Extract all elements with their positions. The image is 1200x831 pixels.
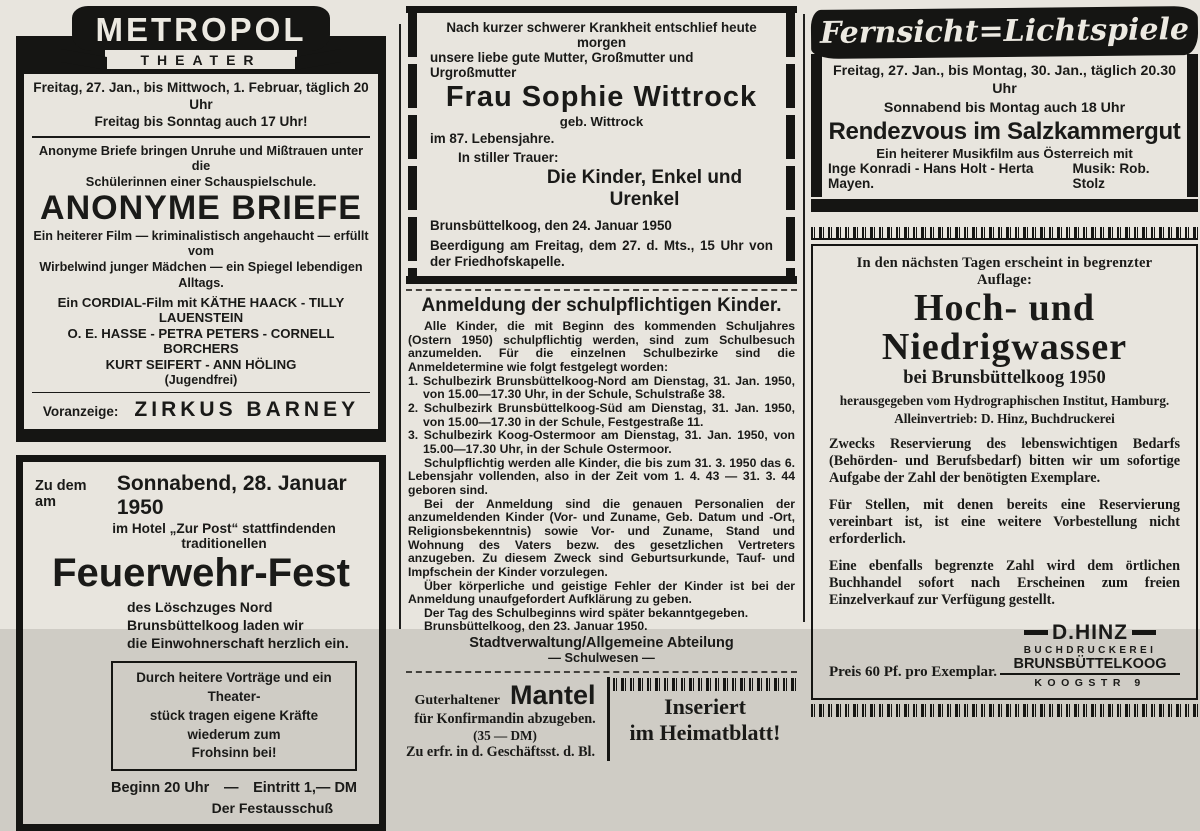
preview-title: ZIRKUS BARNEY — [134, 398, 359, 422]
metropol-logo: METROPOL — [72, 6, 330, 51]
obituary-maiden-name: geb. Wittrock — [430, 114, 773, 129]
film-cast-line3: KURT SEIFERT - ANN HÖLING — [30, 357, 372, 373]
feuerwehr-title: Feuerwehr-Fest — [35, 552, 367, 595]
classified-divider — [607, 677, 610, 761]
logo-dash-right — [1132, 630, 1156, 635]
hochwasser-title-line2: Niedrigwasser — [829, 328, 1180, 367]
inseriert-house-ad — [613, 677, 797, 761]
school-place-date: Brunsbüttelkoog, den 23. Januar 1950. — [408, 620, 795, 634]
hinz-street: KOOGSTR 9 — [1000, 677, 1180, 689]
column-divider-right — [803, 14, 805, 622]
school-paragraph-3: Bei der Anmeldung sind die genauen Personalien der anzumeldenden Kinder (Vor- und Zuname, Geb. Datum und -Ort, Religionsbekenntnis) sowie Vor- und Zuname, Stand und Wohnung des Vaters bezw. des gesetzlichen Vertreters anzugeben. Zu diesem Zweck sind Geburtsurkunde, Tauf- und Impfschein der Kinder vorzulegen. — [408, 498, 795, 580]
item-number: 3. — [408, 428, 418, 442]
fernsicht-content — [811, 54, 1198, 197]
decorative-barcode-border — [613, 678, 797, 691]
hinz-city: BRUNSBÜTTELKOOG — [1000, 656, 1180, 675]
metropol-subtitle: THEATER — [105, 50, 297, 69]
feuerwehr-box-line1: Durch heitere Vorträge und ein Theater- — [121, 669, 347, 707]
film-desc-line2: Wirbelwind junger Mädchen — ein Spiegel lebendigen Alltags. — [30, 260, 372, 291]
feuerwehr-body-line1: des Löschzuges Nord Brunsbüttelkoog laden wir — [127, 598, 367, 634]
hochwasser-distributor: Alleinvertrieb: D. Hinz, Buchdruckerei — [829, 410, 1180, 427]
decorative-barcode-border — [811, 227, 1198, 240]
feuerwehr-highlight-box — [111, 661, 357, 771]
fernsicht-schedule-line2: Sonnabend bis Montag auch 18 Uhr — [826, 99, 1183, 117]
school-signature-division: — Schulwesen — — [408, 651, 795, 665]
hochwasser-price: Preis 60 Pf. pro Exemplar. — [829, 664, 997, 689]
middle-column — [406, 6, 797, 761]
feuerwehr-begin: Beginn 20 Uhr — [111, 780, 209, 796]
hinz-name-text: D.HINZ — [1052, 622, 1128, 643]
hochwasser-intro: In den nächsten Tagen erscheint in begrenzter Auflage: — [829, 255, 1180, 289]
school-notice-title: Anmeldung der schulpflichtigen Kinder. — [408, 295, 795, 317]
dashed-divider — [406, 671, 797, 673]
item-number: 1. — [408, 374, 418, 388]
inseriert-line1: Inseriert — [613, 694, 797, 720]
fernsicht-film-subtitle: Ein heiterer Musikfilm aus Österreich mit — [826, 146, 1183, 161]
obituary-sophie-wittrock — [406, 6, 797, 284]
logo-dash-left — [1024, 630, 1048, 635]
hochwasser-paragraph-2: Für Stellen, mit denen bereits eine Reservierung vereinbart ist, ist eine weitere Vorbestellung nicht erforderlich. — [829, 497, 1180, 549]
obituary-intro-line2: unsere liebe gute Mutter, Großmutter und Urgroßmutter — [430, 50, 773, 80]
feuerwehr-dash: — — [209, 780, 253, 796]
middle-bottom-row — [406, 677, 797, 761]
district-name: Schulbezirk Brunsbüttelkoog-Nord — [423, 374, 626, 388]
film-desc-line1: Ein heiterer Film — kriminalistisch angehaucht — erfüllt vom — [30, 229, 372, 260]
fernsicht-cast-row — [826, 161, 1183, 191]
feuerwehr-body-line2: die Einwohnerschaft herzlich ein. — [127, 634, 367, 652]
inseriert-line2: im Heimatblatt! — [613, 720, 797, 746]
preview-label: Voranzeige: — [43, 404, 119, 419]
fernsicht-lichtspiele-ad — [811, 8, 1198, 212]
fernsicht-schedule-line1: Freitag, 27. Jan., bis Montag, 30. Jan., täglich 20.30 Uhr — [826, 62, 1183, 99]
metropol-schedule-line1: Freitag, 27. Jan., bis Mittwoch, 1. Februar, täglich 20 Uhr — [30, 80, 372, 114]
school-district-item — [408, 429, 795, 456]
hinz-printer-logo — [1000, 622, 1180, 689]
hochwasser-title-line1: Hoch- und — [829, 289, 1180, 328]
hochwasser-content-box — [811, 244, 1198, 700]
decorative-barcode-border — [811, 704, 1198, 717]
district-details: am Dienstag, 31. Jan. 1950, von 15.00—17.30 Uhr, in der Schule Ostermoor. — [423, 428, 795, 456]
school-paragraph-1: Alle Kinder, die mit Beginn des kommenden Schuljahres (Ostern 1950) schulpflichtig werden, sind zum Schulbesuch anzumelden. Für die einzelnen Schulbezirke sind die Anmeldetermine wie folgt festgelegt worden: — [408, 320, 795, 375]
district-name: Schulbezirk Brunsbüttelkoog-Süd — [424, 401, 623, 415]
obituary-family: Die Kinder, Enkel und Urenkel — [516, 167, 773, 211]
feuerwehr-venue: im Hotel „Zur Post“ stattfindenden traditionellen — [35, 521, 367, 551]
feuerwehr-fest-ad — [16, 455, 386, 831]
obituary-age: im 87. Lebensjahre. — [430, 131, 773, 146]
mantel-headline-row — [406, 682, 604, 709]
mantel-line2: für Konfirmandin abzugeben. — [406, 711, 604, 728]
film-intro-line1: Anonyme Briefe bringen Unruhe und Mißtrauen unter die — [30, 143, 372, 174]
obituary-mourning-label: In stiller Trauer: — [458, 150, 773, 165]
film-cast-line2: O. E. HASSE - PETRA PETERS - CORNELL BORCHERS — [30, 326, 372, 357]
school-paragraph-5: Der Tag des Schulbeginns wird später bekanntgegeben. — [408, 607, 795, 621]
fernsicht-bottom-bar — [811, 199, 1198, 212]
obituary-intro-line1: Nach kurzer schwerer Krankheit entschlief heute morgen — [430, 20, 773, 50]
left-column — [16, 6, 386, 831]
feuerwehr-box-line2: stück tragen eigene Kräfte wiederum zum — [121, 707, 347, 745]
district-details: am Dienstag, 31. Jan. 1950, von 15.00—17.30 in der Schule, Festgestraße 11. — [423, 401, 795, 429]
fernsicht-music-credit: Musik: Rob. Stolz — [1073, 161, 1182, 191]
feuerwehr-intro: Zu dem am — [35, 478, 103, 510]
film-intro-line2: Schülerinnen einer Schauspielschule. — [30, 174, 372, 189]
fernsicht-cast: Inge Konradi - Hans Holt - Herta Mayen. — [828, 161, 1073, 191]
fernsicht-film-title: Rendezvous im Salzkammergut — [826, 118, 1183, 146]
school-district-item — [408, 375, 795, 402]
mantel-condition: Guterhaltener — [414, 693, 500, 709]
hochwasser-subtitle: bei Brunsbüttelkoog 1950 — [829, 368, 1180, 389]
obituary-funeral-info: Beerdigung am Freitag, dem 27. d. Mts., 15 Uhr von der Friedhofskapelle. — [430, 238, 773, 270]
metropol-theater-ad — [16, 6, 386, 442]
feuerwehr-date-row — [35, 472, 367, 520]
mantel-classified-ad — [406, 677, 604, 761]
fernsicht-logo: Fernsicht=Lichtspiele — [811, 6, 1198, 59]
school-registration-notice — [406, 295, 797, 666]
feuerwehr-signature: Der Festausschuß — [35, 800, 367, 816]
mantel-price: (35 — DM) — [406, 728, 604, 744]
metropol-schedule-line2: Freitag bis Sonntag auch 17 Uhr! — [30, 114, 372, 131]
dashed-divider — [406, 289, 797, 291]
school-paragraph-4: Über körperliche und geistige Fehler der Kinder ist bei der Anmeldung unaufgefordert Aufklärung zu geben. — [408, 580, 795, 607]
metropol-frame — [16, 36, 386, 442]
film-cast-line1: Ein CORDIAL-Film mit KÄTHE HAACK - TILLY LAUENSTEIN — [30, 295, 372, 326]
school-signature-department: Stadtverwaltung/Allgemeine Abteilung — [408, 635, 795, 651]
item-number: 2. — [408, 401, 418, 415]
divider-rule — [32, 136, 370, 138]
right-column — [811, 8, 1198, 717]
preview-row — [30, 398, 372, 422]
mantel-contact: Zu erfr. in d. Geschäftsst. d. Bl. — [406, 744, 604, 761]
film-rating: (Jugendfrei) — [30, 373, 372, 387]
feuerwehr-date: Sonnabend, 28. Januar 1950 — [117, 472, 367, 520]
hochwasser-book-ad — [811, 227, 1198, 717]
metropol-content — [24, 74, 378, 429]
school-district-item — [408, 402, 795, 429]
obituary-place-date: Brunsbüttelkoog, den 24. Januar 1950 — [430, 218, 773, 233]
feuerwehr-box-line3: Frohsinn bei! — [121, 744, 347, 763]
feuerwehr-footer-row — [111, 780, 357, 796]
hinz-logo-name — [1000, 622, 1180, 643]
district-name: Schulbezirk Koog-Ostermoor — [424, 428, 596, 442]
hochwasser-paragraph-1: Zwecks Reservierung des lebenswichtigen Bedarfs (Behörden- und Berufsbedarf) bitten wir um sofortige Aufgabe der Zahl der benötigten Exemplare. — [829, 436, 1180, 488]
film-title: ANONYME BRIEFE — [30, 191, 372, 227]
hochwasser-footer-row — [829, 622, 1180, 689]
column-divider-left — [399, 24, 401, 629]
district-details: am Dienstag, 31. Jan. 1950, von 15.00—17.30 Uhr, in der Schule, Schulstraße 38. — [423, 374, 795, 402]
hinz-trade: BUCHDRUCKEREI — [1000, 645, 1180, 656]
divider-rule — [32, 392, 370, 393]
mantel-title: Mantel — [510, 682, 596, 709]
feuerwehr-price: Eintritt 1,— DM — [253, 780, 357, 796]
hochwasser-paragraph-3: Eine ebenfalls begrenzte Zahl wird dem örtlichen Buchhandel sofort nach Erscheinen zum freien Einzelverkauf zur Verfügung gestellt. — [829, 558, 1180, 610]
hochwasser-publisher: herausgegeben vom Hydrographischen Institut, Hamburg. — [829, 392, 1180, 409]
obituary-name: Frau Sophie Wittrock — [430, 82, 773, 114]
school-paragraph-2: Schulpflichtig werden alle Kinder, die bis zum 31. 3. 1950 das 6. Lebensjahr vollenden, also in der Zeit vom 1. 4. 43 — 31. 3. 44 geboren sind. — [408, 457, 795, 498]
metropol-banner — [72, 6, 330, 69]
